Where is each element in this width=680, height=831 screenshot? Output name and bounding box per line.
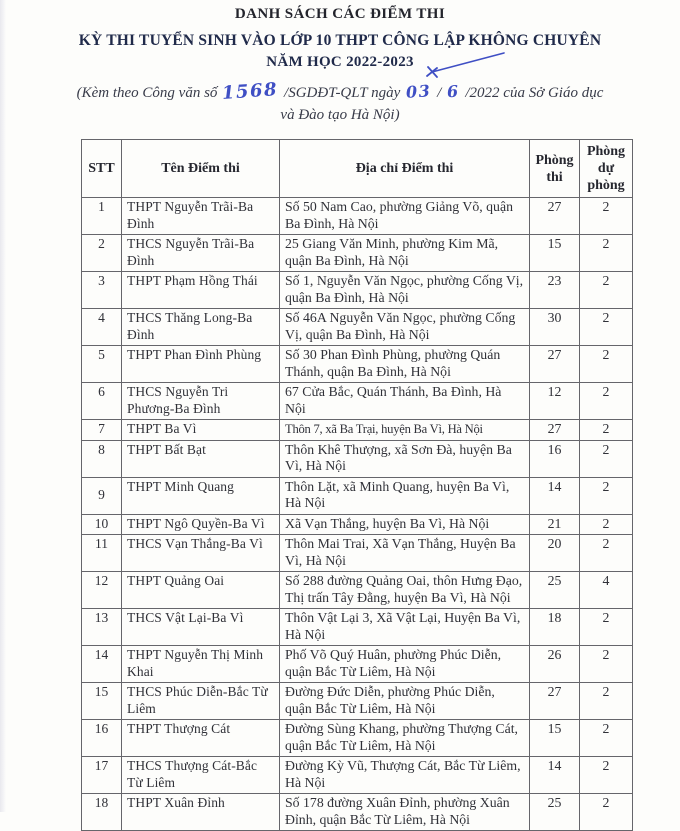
cell-backup-rooms: 2 xyxy=(580,683,633,720)
cell-backup-rooms: 2 xyxy=(580,309,633,346)
page-subtitle: KỲ THI TUYỂN SINH VÀO LỚP 10 THPT CÔNG LẬP KHÔNG CHUYÊN xyxy=(78,32,602,49)
cell-stt: 18 xyxy=(82,794,122,831)
handwritten-day: 03 xyxy=(405,81,432,102)
cell-stt: 6 xyxy=(82,383,122,420)
note-middle: /SGDĐT-QLT ngày xyxy=(280,85,405,101)
cell-rooms: 27 xyxy=(530,198,580,235)
cell-backup-rooms: 2 xyxy=(580,272,633,309)
cell-rooms: 15 xyxy=(530,720,580,757)
cell-stt: 9 xyxy=(82,477,122,514)
cell-stt: 3 xyxy=(82,272,122,309)
column-header-site-name: Tên Điểm thi xyxy=(122,140,280,198)
document-header xyxy=(0,0,680,126)
cell-stt: 15 xyxy=(82,683,122,720)
cell-backup-rooms: 2 xyxy=(580,609,633,646)
cell-stt: 16 xyxy=(82,720,122,757)
table-row xyxy=(82,535,633,572)
note-suffix: /2022 của Sở Giáo dục xyxy=(461,85,604,101)
cell-address: 25 Giang Văn Minh, phường Kim Mã, quận Ba Đình, Hà Nội xyxy=(280,235,530,272)
cell-rooms: 26 xyxy=(530,646,580,683)
cell-backup-rooms: 2 xyxy=(580,794,633,831)
school-year-text: NĂM HỌC 2022-2023 xyxy=(266,54,414,70)
cell-stt: 5 xyxy=(82,346,122,383)
cell-backup-rooms: 2 xyxy=(580,720,633,757)
cell-stt: 1 xyxy=(82,198,122,235)
cell-address: Số 288 đường Quảng Oai, thôn Hưng Đạo, Thị trấn Tây Đằng, huyện Ba Vì, Hà Nội xyxy=(280,572,530,609)
cell-site-name: THPT Nguyễn Trãi-Ba Đình xyxy=(122,198,280,235)
table-row xyxy=(82,272,633,309)
cell-address: Số 50 Nam Cao, phường Giảng Võ, quận Ba Đình, Hà Nội xyxy=(280,198,530,235)
cell-site-name: THCS Nguyễn Tri Phương-Ba Đình xyxy=(122,383,280,420)
cell-backup-rooms: 2 xyxy=(580,535,633,572)
table-row xyxy=(82,514,633,535)
cell-backup-rooms: 2 xyxy=(580,420,633,441)
note-prefix: (Kèm theo Công văn số xyxy=(76,85,222,101)
cell-rooms: 25 xyxy=(530,794,580,831)
cell-address: Phố Võ Quý Huân, phường Phúc Diễn, quận Bắc Từ Liêm, Hà Nội xyxy=(280,646,530,683)
cell-rooms: 21 xyxy=(530,514,580,535)
column-header-stt: STT xyxy=(82,140,122,198)
cell-site-name: THPT Minh Quang xyxy=(122,477,280,514)
cell-address: Số 46A Nguyễn Văn Ngọc, phường Cống Vị, quận Ba Đình, Hà Nội xyxy=(280,309,530,346)
page-title: DANH SÁCH CÁC ĐIỂM THI xyxy=(234,6,446,22)
cell-site-name: THCS Vạn Thắng-Ba Vì xyxy=(122,535,280,572)
cell-site-name: THPT Bất Bạt xyxy=(122,440,280,477)
cell-backup-rooms: 2 xyxy=(580,346,633,383)
table-row xyxy=(82,477,633,514)
handwritten-month: 6 xyxy=(446,81,461,102)
cell-stt: 8 xyxy=(82,440,122,477)
cell-backup-rooms: 2 xyxy=(580,757,633,794)
table-body xyxy=(82,198,633,831)
cell-stt: 14 xyxy=(82,646,122,683)
cell-backup-rooms: 2 xyxy=(580,514,633,535)
cell-address: Số 178 đường Xuân Đỉnh, phường Xuân Đỉnh, quận Bắc Từ Liêm, Hà Nội xyxy=(280,794,530,831)
cell-rooms: 14 xyxy=(530,757,580,794)
cell-stt: 4 xyxy=(82,309,122,346)
cell-address: Thôn Lặt, xã Minh Quang, huyện Ba Vì, Hà Nội xyxy=(280,477,530,514)
table-row xyxy=(82,346,633,383)
cell-site-name: THCS Phúc Diễn-Bắc Từ Liêm xyxy=(122,683,280,720)
cell-backup-rooms: 2 xyxy=(580,198,633,235)
school-year-title xyxy=(0,53,680,72)
column-header-backup-rooms: Phòng dự phòng xyxy=(580,140,633,198)
table-row xyxy=(82,646,633,683)
cell-address: Thôn Mai Trai, Xã Vạn Thắng, Huyện Ba Vì, Hà Nội xyxy=(280,535,530,572)
table-row xyxy=(82,720,633,757)
cell-site-name: THPT Phan Đình Phùng xyxy=(122,346,280,383)
cell-backup-rooms: 2 xyxy=(580,646,633,683)
cell-site-name: THCS Thượng Cát-Bắc Từ Liêm xyxy=(122,757,280,794)
cell-site-name: THCS Thăng Long-Ba Đình xyxy=(122,309,280,346)
cell-stt: 10 xyxy=(82,514,122,535)
cell-site-name: THCS Nguyễn Trãi-Ba Đình xyxy=(122,235,280,272)
cell-rooms: 15 xyxy=(530,235,580,272)
table-row xyxy=(82,235,633,272)
cell-backup-rooms: 2 xyxy=(580,235,633,272)
cell-stt: 12 xyxy=(82,572,122,609)
cell-stt: 7 xyxy=(82,420,122,441)
cell-address: Thôn 7, xã Ba Trại, huyện Ba Vì, Hà Nội xyxy=(280,420,530,441)
cell-rooms: 20 xyxy=(530,535,580,572)
note-separator: / xyxy=(433,85,445,101)
cell-site-name: THPT Quảng Oai xyxy=(122,572,280,609)
cell-rooms: 27 xyxy=(530,683,580,720)
table-row xyxy=(82,198,633,235)
cell-backup-rooms: 4 xyxy=(580,572,633,609)
cell-rooms: 27 xyxy=(530,346,580,383)
cell-site-name: THPT Phạm Hồng Thái xyxy=(122,272,280,309)
table-row xyxy=(82,383,633,420)
exam-sites-table xyxy=(81,139,633,831)
table-row xyxy=(82,757,633,794)
cell-site-name: THPT Ngô Quyền-Ba Vì xyxy=(122,514,280,535)
cell-rooms: 14 xyxy=(530,477,580,514)
cell-address: Thôn Vật Lại 3, Xã Vật Lại, Huyện Ba Vì, Hà Nội xyxy=(280,609,530,646)
cell-address: Thôn Khê Thượng, xã Sơn Đà, huyện Ba Vì, Hà Nội xyxy=(280,440,530,477)
table-row xyxy=(82,794,633,831)
cell-address: Đường Kỳ Vũ, Thượng Cát, Bắc Từ Liêm, Hà Nội xyxy=(280,757,530,794)
column-header-rooms: Phòng thi xyxy=(530,140,580,198)
cell-stt: 13 xyxy=(82,609,122,646)
cell-address: Đường Sùng Khang, phường Thượng Cát, quận Bắc Từ Liêm, Hà Nội xyxy=(280,720,530,757)
cell-site-name: THPT Nguyễn Thị Minh Khai xyxy=(122,646,280,683)
handwritten-doc-number: 1568 xyxy=(221,79,279,104)
attachment-note xyxy=(0,81,680,126)
cell-stt: 2 xyxy=(82,235,122,272)
cell-site-name: THPT Xuân Đỉnh xyxy=(122,794,280,831)
cell-address: Đường Đức Diễn, phường Phúc Diễn, quận Bắc Từ Liêm, Hà Nội xyxy=(280,683,530,720)
cell-site-name: THPT Thượng Cát xyxy=(122,720,280,757)
table-row xyxy=(82,420,633,441)
cell-rooms: 27 xyxy=(530,420,580,441)
cell-stt: 17 xyxy=(82,757,122,794)
cell-stt: 11 xyxy=(82,535,122,572)
cell-rooms: 25 xyxy=(530,572,580,609)
cell-site-name: THCS Vật Lại-Ba Vì xyxy=(122,609,280,646)
cell-rooms: 30 xyxy=(530,309,580,346)
note-line2: và Đào tạo Hà Nội) xyxy=(280,107,400,123)
table-row xyxy=(82,309,633,346)
cell-address: Xã Vạn Thắng, huyện Ba Vì, Hà Nội xyxy=(280,514,530,535)
cell-backup-rooms: 2 xyxy=(580,477,633,514)
cell-rooms: 18 xyxy=(530,609,580,646)
column-header-address: Địa chỉ Điểm thi xyxy=(280,140,530,198)
cell-backup-rooms: 2 xyxy=(580,383,633,420)
table-row xyxy=(82,572,633,609)
cell-address: Số 1, Nguyễn Văn Ngọc, phường Cống Vị, quận Ba Đình, Hà Nội xyxy=(280,272,530,309)
cell-address: Số 30 Phan Đình Phùng, phường Quán Thánh, quận Ba Đình, Hà Nội xyxy=(280,346,530,383)
table-row xyxy=(82,609,633,646)
table-header-row xyxy=(82,140,633,198)
cell-rooms: 23 xyxy=(530,272,580,309)
cell-backup-rooms: 2 xyxy=(580,440,633,477)
table-row xyxy=(82,440,633,477)
cell-rooms: 16 xyxy=(530,440,580,477)
table-row xyxy=(82,683,633,720)
cell-rooms: 12 xyxy=(530,383,580,420)
cell-address: 67 Cửa Bắc, Quán Thánh, Ba Đình, Hà Nội xyxy=(280,383,530,420)
cell-site-name: THPT Ba Vì xyxy=(122,420,280,441)
